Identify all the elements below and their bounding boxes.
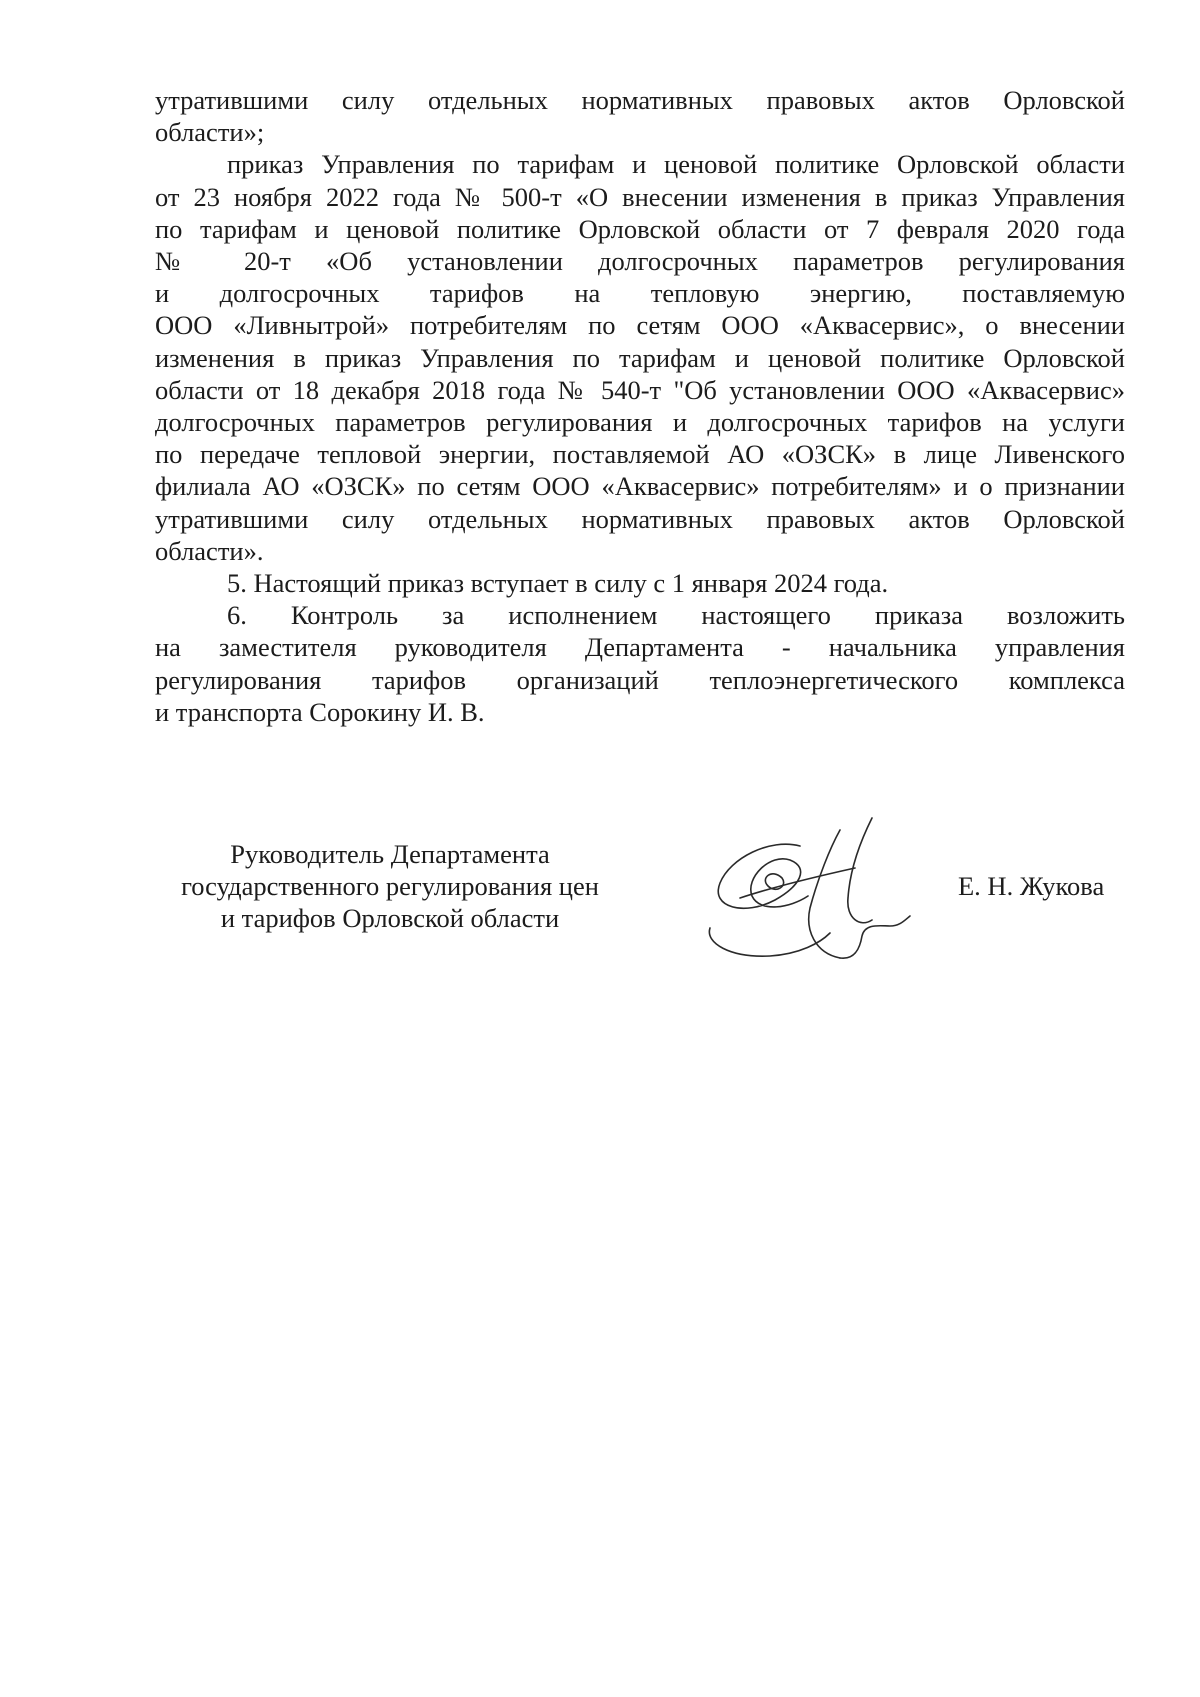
signatory-name: Е. Н. Жукова: [958, 871, 1105, 901]
text-line: по тарифам и ценовой политике Орловской области от 7 февраля 2020 года: [155, 213, 1125, 244]
text-line: области».: [155, 535, 264, 566]
text-line: 6. Контроль за исполнением настоящего приказа возложить: [227, 600, 1125, 631]
text-line: и долгосрочных тарифов на тепловую энергию, поставляемую: [155, 278, 1125, 309]
text-line: области»;: [155, 117, 265, 148]
text-line: ООО «Ливнытрой» потребителям по сетям ООО «Аквасервис», о внесении: [155, 310, 1125, 341]
signatory-title-line: государственного регулирования цен: [181, 871, 599, 901]
signatory-title: [150, 838, 630, 934]
text-line: филиала АО «ОЗСК» по сетям ООО «Аквасервис» потребителям» и о признании: [155, 471, 1125, 502]
document-body: [155, 84, 1125, 728]
text-line: области от 18 декабря 2018 года № 540-т "Об установлении ООО «Аквасервис»: [155, 374, 1125, 405]
text-line: приказ Управления по тарифам и ценовой политике Орловской области: [227, 149, 1125, 180]
text-line: регулирования тарифов организаций теплоэнергетического комплекса: [155, 664, 1125, 695]
text-line: по передаче тепловой энергии, поставляемой АО «ОЗСК» в лице Ливенского: [155, 439, 1125, 470]
signatory-title-line: Руководитель Департамента: [230, 839, 550, 869]
text-line: на заместителя руководителя Департамента - начальника управления: [155, 632, 1125, 663]
text-line: изменения в приказ Управления по тарифам и ценовой политике Орловской: [155, 342, 1125, 373]
text-line: и транспорта Сорокину И. В.: [155, 696, 485, 727]
text-line: утратившими силу отдельных нормативных правовых актов Орловской: [155, 85, 1125, 115]
text-line: долгосрочных параметров регулирования и долгосрочных тарифов на услуги: [155, 407, 1125, 438]
handwritten-signature: [690, 808, 920, 973]
text-line: утратившими силу отдельных нормативных правовых актов Орловской: [155, 503, 1125, 534]
text-line: 5. Настоящий приказ вступает в силу с 1 января 2024 года.: [227, 568, 889, 599]
text-line: № 20-т «Об установлении долгосрочных параметров регулирования: [155, 246, 1125, 277]
text-line: от 23 ноября 2022 года № 500-т «О внесении изменения в приказ Управления: [155, 181, 1125, 212]
signatory-title-line: и тарифов Орловской области: [220, 903, 560, 933]
